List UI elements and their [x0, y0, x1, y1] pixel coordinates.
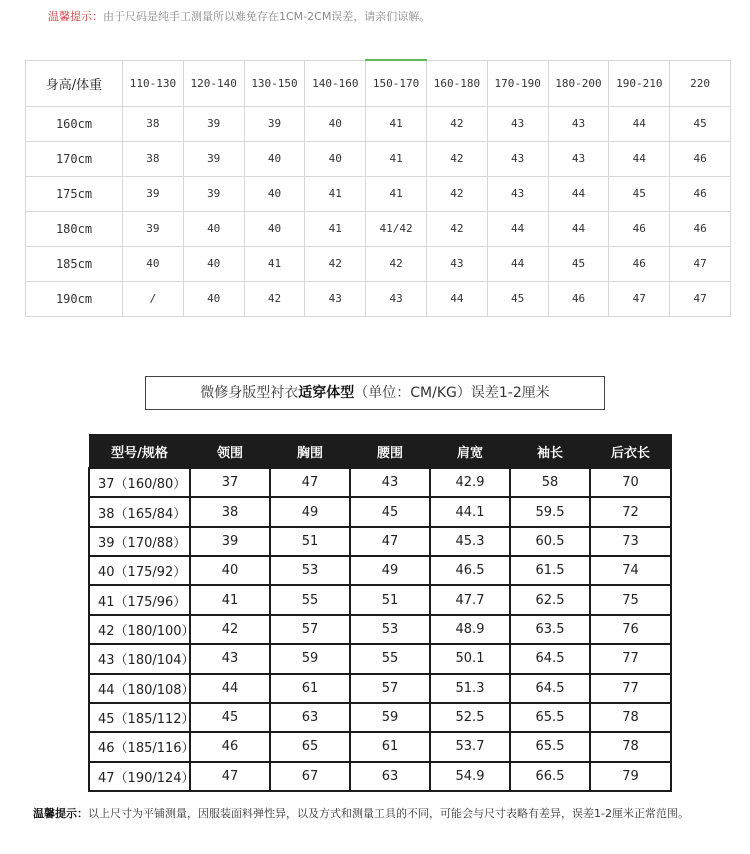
measurement-cell: 52.5 — [430, 703, 510, 732]
size-cell: 41 — [366, 176, 427, 211]
weight-range-header: 130-150 — [244, 60, 305, 106]
model-spec-cell: 46（185/116） — [89, 732, 190, 761]
measurement-row — [89, 674, 671, 703]
size-cell: 39 — [244, 106, 305, 141]
measurement-cell: 64.5 — [510, 674, 590, 703]
measurement-row — [89, 497, 671, 526]
measurement-cell: 55 — [350, 644, 430, 673]
fit-title-bold: 适穿体型 — [298, 385, 355, 401]
measurement-cell: 58 — [510, 468, 590, 497]
measurement-cell: 77 — [590, 644, 671, 673]
measurement-cell: 45.3 — [430, 527, 510, 556]
measurement-cell: 65.5 — [510, 732, 590, 761]
size-cell: 40 — [123, 246, 184, 281]
size-cell: 46 — [548, 281, 609, 316]
measurement-cell: 59.5 — [510, 497, 590, 526]
measurement-cell: 46.5 — [430, 556, 510, 585]
size-cell: 40 — [183, 246, 244, 281]
measurement-row — [89, 732, 671, 761]
model-spec-cell: 38（165/84） — [89, 497, 190, 526]
measurement-row — [89, 556, 671, 585]
measurement-row — [89, 468, 671, 497]
measurement-cell: 62.5 — [510, 585, 590, 614]
measurement-cell: 61 — [350, 732, 430, 761]
measurement-cell: 45 — [350, 497, 430, 526]
weight-range-header: 190-210 — [609, 60, 670, 106]
size-cell: 43 — [487, 141, 548, 176]
size-cell: 44 — [548, 211, 609, 246]
size-cell: 45 — [670, 106, 731, 141]
top-notice-text: 由于尺码是纯手工测量所以难免存在1CM-2CM误差，请亲们谅解。 — [103, 10, 431, 23]
measurement-cell: 40 — [190, 556, 270, 585]
size-cell: 40 — [244, 176, 305, 211]
measurement-header-cell: 袖长 — [510, 435, 590, 469]
measurement-cell: 46 — [190, 732, 270, 761]
measurement-cell: 47 — [350, 527, 430, 556]
measurement-header-cell: 腰围 — [350, 435, 430, 469]
size-cell: 43 — [426, 246, 487, 281]
size-cell: 39 — [183, 176, 244, 211]
measurement-cell: 75 — [590, 585, 671, 614]
size-cell: 43 — [487, 106, 548, 141]
measurement-cell: 51 — [350, 585, 430, 614]
size-table-row — [26, 176, 731, 211]
measurement-cell: 76 — [590, 615, 671, 644]
size-cell: 39 — [123, 211, 184, 246]
size-cell: 41 — [366, 106, 427, 141]
measurement-cell: 77 — [590, 674, 671, 703]
measurement-cell: 59 — [350, 703, 430, 732]
size-cell: 42 — [426, 106, 487, 141]
measurement-cell: 60.5 — [510, 527, 590, 556]
measurement-cell: 45 — [190, 703, 270, 732]
size-table-row — [26, 281, 731, 316]
size-cell: 40 — [183, 281, 244, 316]
fit-title-suffix: （单位：CM/KG）误差1-2厘米 — [354, 385, 550, 401]
measurement-row — [89, 703, 671, 732]
measurement-cell: 57 — [350, 674, 430, 703]
size-cell: 42 — [426, 211, 487, 246]
size-table-row — [26, 106, 731, 141]
measurement-cell: 49 — [350, 556, 430, 585]
measurement-header-cell: 肩宽 — [430, 435, 510, 469]
height-label: 190cm — [26, 281, 123, 316]
size-table-header-row — [26, 60, 731, 106]
size-cell: 42 — [244, 281, 305, 316]
model-spec-cell: 40（175/92） — [89, 556, 190, 585]
measurement-cell: 72 — [590, 497, 671, 526]
bottom-notice-label: 温馨提示： — [33, 807, 88, 820]
measurement-cell: 51.3 — [430, 674, 510, 703]
size-cell: 41 — [305, 176, 366, 211]
size-cell: 44 — [609, 141, 670, 176]
measurement-cell: 73 — [590, 527, 671, 556]
measurement-cell: 47 — [270, 468, 350, 497]
size-cell: 44 — [548, 176, 609, 211]
top-notice-label: 温馨提示： — [48, 10, 103, 23]
measurement-cell: 67 — [270, 762, 350, 791]
size-cell: 43 — [487, 176, 548, 211]
bottom-notice — [33, 806, 689, 822]
measurement-cell: 59 — [270, 644, 350, 673]
model-spec-cell: 42（180/100） — [89, 615, 190, 644]
measurement-header-cell: 胸围 — [270, 435, 350, 469]
weight-range-header: 150-170 — [366, 60, 427, 106]
measurement-cell: 70 — [590, 468, 671, 497]
measurement-cell: 61.5 — [510, 556, 590, 585]
size-cell: 46 — [609, 246, 670, 281]
measurement-row — [89, 585, 671, 614]
weight-range-header: 120-140 — [183, 60, 244, 106]
height-label: 185cm — [26, 246, 123, 281]
size-table-row — [26, 141, 731, 176]
size-cell: 42 — [426, 141, 487, 176]
weight-range-header: 160-180 — [426, 60, 487, 106]
measurement-cell: 43 — [190, 644, 270, 673]
garment-measurement-table — [88, 434, 672, 792]
weight-range-header: 140-160 — [305, 60, 366, 106]
measurement-cell: 79 — [590, 762, 671, 791]
size-cell: 41 — [366, 141, 427, 176]
model-spec-cell: 45（185/112） — [89, 703, 190, 732]
size-cell: 43 — [548, 141, 609, 176]
size-cell: 46 — [670, 176, 731, 211]
measurement-cell: 53.7 — [430, 732, 510, 761]
measurement-cell: 78 — [590, 703, 671, 732]
size-cell: 44 — [487, 246, 548, 281]
weight-range-header: 180-200 — [548, 60, 609, 106]
size-cell: 38 — [123, 141, 184, 176]
size-cell: 38 — [123, 106, 184, 141]
size-cell: 44 — [609, 106, 670, 141]
measurement-header-row — [89, 435, 671, 469]
measurement-cell: 54.9 — [430, 762, 510, 791]
size-cell: 46 — [609, 211, 670, 246]
measurement-cell: 44 — [190, 674, 270, 703]
height-weight-size-table — [25, 59, 731, 317]
size-cell: 40 — [244, 211, 305, 246]
size-cell: 45 — [548, 246, 609, 281]
size-table-row — [26, 211, 731, 246]
weight-range-header: 110-130 — [123, 60, 184, 106]
measurement-cell: 64.5 — [510, 644, 590, 673]
size-cell: 41/42 — [366, 211, 427, 246]
size-cell: 46 — [670, 141, 731, 176]
measurement-cell: 66.5 — [510, 762, 590, 791]
fit-section-title — [145, 376, 605, 410]
measurement-cell: 38 — [190, 497, 270, 526]
weight-range-header: 220 — [670, 60, 731, 106]
measurement-cell: 55 — [270, 585, 350, 614]
measurement-header-cell: 型号/规格 — [89, 435, 190, 469]
size-cell: 44 — [487, 211, 548, 246]
measurement-cell: 63 — [350, 762, 430, 791]
measurement-cell: 65.5 — [510, 703, 590, 732]
height-label: 180cm — [26, 211, 123, 246]
size-cell: 39 — [183, 141, 244, 176]
size-cell: 47 — [670, 246, 731, 281]
bottom-notice-text: 以上尺寸为平铺测量，因服装面料弹性异，以及方式和测量工具的不同，可能会与尺寸表略有差异，误差1-2厘米正常范围。 — [88, 807, 689, 820]
size-cell: 43 — [366, 281, 427, 316]
model-spec-cell: 39（170/88） — [89, 527, 190, 556]
measurement-cell: 49 — [270, 497, 350, 526]
measurement-cell: 51 — [270, 527, 350, 556]
size-cell: 41 — [305, 211, 366, 246]
weight-range-header: 170-190 — [487, 60, 548, 106]
measurement-cell: 53 — [270, 556, 350, 585]
measurement-cell: 57 — [270, 615, 350, 644]
size-cell: 40 — [305, 106, 366, 141]
size-cell: 42 — [426, 176, 487, 211]
measurement-row — [89, 615, 671, 644]
measurement-row — [89, 762, 671, 791]
size-cell: 39 — [123, 176, 184, 211]
measurement-cell: 43 — [350, 468, 430, 497]
measurement-cell: 53 — [350, 615, 430, 644]
measurement-cell: 39 — [190, 527, 270, 556]
size-cell: 40 — [244, 141, 305, 176]
size-cell: / — [123, 281, 184, 316]
size-cell: 41 — [244, 246, 305, 281]
height-label: 175cm — [26, 176, 123, 211]
model-spec-cell: 43（180/104） — [89, 644, 190, 673]
measurement-row — [89, 644, 671, 673]
size-cell: 40 — [305, 141, 366, 176]
model-spec-cell: 41（175/96） — [89, 585, 190, 614]
size-cell: 44 — [426, 281, 487, 316]
measurement-header-cell: 领围 — [190, 435, 270, 469]
measurement-cell: 47 — [190, 762, 270, 791]
size-cell: 45 — [487, 281, 548, 316]
size-cell: 45 — [609, 176, 670, 211]
size-cell: 43 — [305, 281, 366, 316]
size-cell: 47 — [609, 281, 670, 316]
size-table-corner: 身高/体重 — [26, 60, 123, 106]
fit-title-prefix: 微修身版型衬衣 — [200, 385, 299, 401]
height-label: 160cm — [26, 106, 123, 141]
measurement-cell: 48.9 — [430, 615, 510, 644]
model-spec-cell: 47（190/124） — [89, 762, 190, 791]
size-cell: 46 — [670, 211, 731, 246]
top-notice — [48, 8, 430, 26]
measurement-cell: 63.5 — [510, 615, 590, 644]
size-cell: 47 — [670, 281, 731, 316]
measurement-header-cell: 后衣长 — [590, 435, 671, 469]
size-cell: 40 — [183, 211, 244, 246]
size-cell: 43 — [548, 106, 609, 141]
model-spec-cell: 44（180/108） — [89, 674, 190, 703]
size-cell: 39 — [183, 106, 244, 141]
measurement-cell: 37 — [190, 468, 270, 497]
size-cell: 42 — [305, 246, 366, 281]
measurement-cell: 50.1 — [430, 644, 510, 673]
measurement-cell: 44.1 — [430, 497, 510, 526]
measurement-cell: 65 — [270, 732, 350, 761]
measurement-cell: 74 — [590, 556, 671, 585]
measurement-cell: 41 — [190, 585, 270, 614]
measurement-cell: 47.7 — [430, 585, 510, 614]
measurement-cell: 78 — [590, 732, 671, 761]
measurement-cell: 61 — [270, 674, 350, 703]
measurement-cell: 42 — [190, 615, 270, 644]
height-label: 170cm — [26, 141, 123, 176]
size-cell: 42 — [366, 246, 427, 281]
measurement-cell: 63 — [270, 703, 350, 732]
measurement-cell: 42.9 — [430, 468, 510, 497]
measurement-row — [89, 527, 671, 556]
model-spec-cell: 37（160/80） — [89, 468, 190, 497]
size-table-row — [26, 246, 731, 281]
